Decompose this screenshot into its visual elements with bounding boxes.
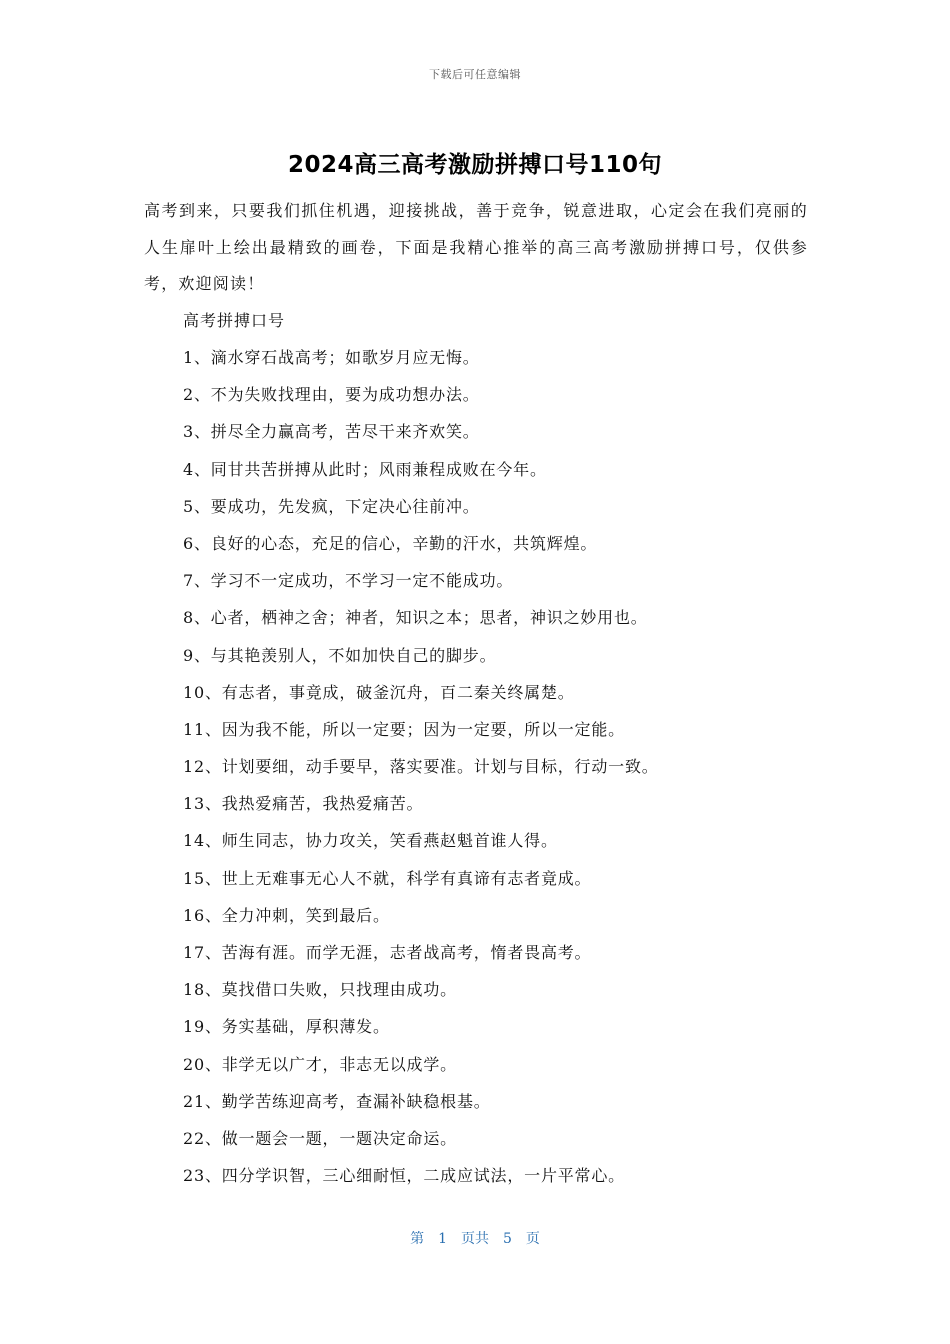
slogan-item: 20、非学无以广才，非志无以成学。 — [183, 1054, 457, 1074]
current-page-number: 1 — [438, 1231, 447, 1247]
slogan-item: 17、苦海有涯。而学无涯，志者战高考，惰者畏高考。 — [183, 943, 592, 962]
footer-prefix: 第 — [410, 1231, 425, 1247]
slogan-item: 13、我热爱痛苦，我热爱痛苦。 — [183, 794, 424, 814]
slogan-item: 7、学习不一定成功，不学习一定不能成功。 — [183, 571, 514, 591]
slogan-list — [183, 339, 813, 1194]
slogan-item: 12、计划要细，动手要早，落实要准。计划与目标，行动一致。 — [183, 757, 659, 777]
total-pages-number: 5 — [503, 1231, 512, 1247]
slogan-item: 11、因为我不能，所以一定要；因为一定要，所以一定能。 — [183, 719, 625, 739]
intro-paragraph: 高考到来，只要我们抓住机遇，迎接挑战，善于竞争，锐意进取，心定会在我们亮丽的人生扉叶上绘出最精致的画卷，下面是我精心推举的高三高考激励拼搏口号，仅供参考，欢迎阅读！ — [144, 201, 808, 293]
document-title: 2024高三高考激励拼搏口号110句 — [287, 152, 663, 178]
slogan-item: 19、务实基础，厚积薄发。 — [183, 1017, 390, 1037]
slogan-item: 9、与其艳羡别人，不如加快自己的脚步。 — [183, 645, 497, 665]
slogan-item: 5、要成功，先发疯，下定决心往前冲。 — [183, 496, 480, 516]
slogan-item: 22、做一题会一题，一题决定命运。 — [183, 1128, 457, 1148]
page-footer — [0, 1228, 950, 1248]
slogan-item: 3、拼尽全力赢高考，苦尽干来齐欢笑。 — [183, 422, 480, 442]
slogan-item: 18、莫找借口失败，只找理由成功。 — [183, 980, 457, 1000]
footer-middle: 页共 — [461, 1231, 489, 1247]
slogan-item: 6、良好的心态，充足的信心，辛勤的汗水，共筑辉煌。 — [183, 533, 598, 553]
footer-suffix: 页 — [525, 1231, 540, 1247]
slogan-item: 1、滴水穿石战高考；如歌岁月应无悔。 — [183, 348, 480, 367]
section-heading: 高考拼搏口号 — [183, 311, 286, 330]
slogan-item: 15、世上无难事无心人不就，科学有真谛有志者竟成。 — [183, 868, 592, 888]
slogan-item: 21、勤学苦练迎高考，查漏补缺稳根基。 — [183, 1091, 491, 1111]
slogan-item: 14、师生同志，协力攻关，笑看燕赵魁首谁人得。 — [183, 831, 558, 851]
slogan-item: 16、全力冲刺，笑到最后。 — [183, 905, 390, 925]
header-note: 下载后可任意编辑 — [429, 68, 521, 81]
slogan-item: 23、四分学识智，三心细耐恒，二成应试法，一片平常心。 — [183, 1166, 625, 1186]
slogan-item: 8、心者，栖神之舍；神者，知识之本；思者，神识之妙用也。 — [183, 608, 648, 628]
slogan-item: 4、同甘共苦拼搏从此时；风雨兼程成败在今年。 — [183, 459, 547, 479]
slogan-item: 10、有志者，事竟成，破釜沉舟，百二秦关终属楚。 — [183, 682, 575, 702]
slogan-item: 2、不为失败找理由，要为成功想办法。 — [183, 385, 480, 405]
